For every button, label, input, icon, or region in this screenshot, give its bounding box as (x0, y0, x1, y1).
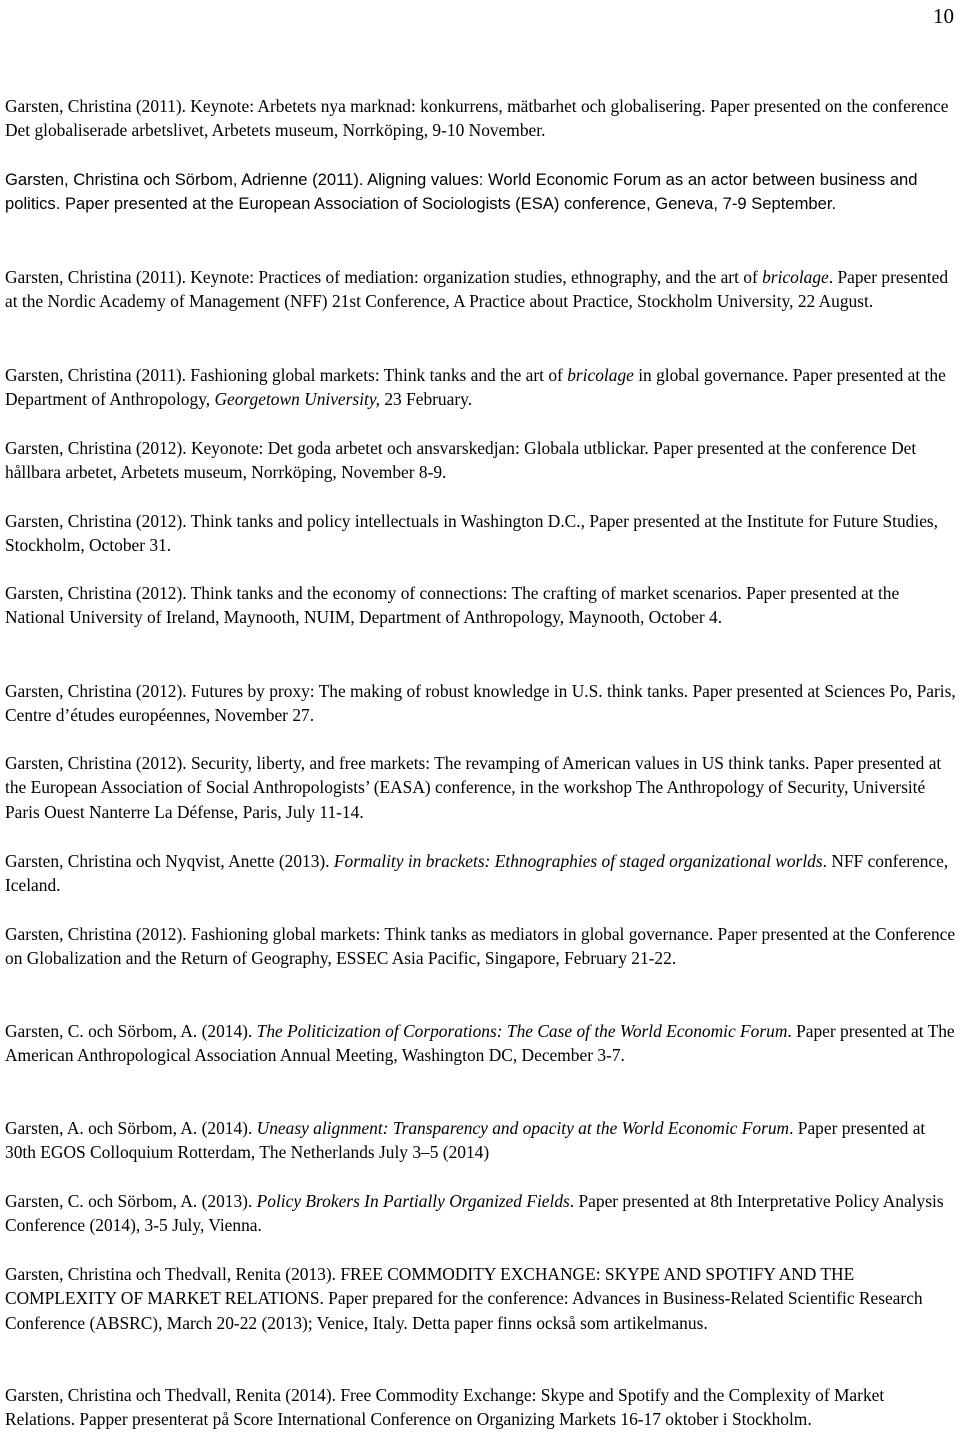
entry-italic-text: Georgetown University, (214, 389, 380, 410)
entry-italic-text: Policy Brokers In Partially Organized Fields (256, 1191, 570, 1211)
entry-text: Garsten, Christina (2012). Fashioning global markets: Think tanks as mediators in global governance. Paper presented at the Conference on Globalization and the Return of Geography, ESSEC Asia Pacific, Singapore, February 21-22. (5, 924, 956, 969)
entry-text: Garsten, A. och Sörbom, A. (2014). (5, 1118, 257, 1138)
reference-entry (5, 679, 957, 728)
entry-text: Garsten, Christina och Sörbom, Adrienne (2011). Aligning values: World Economic Forum as an actor between business and politics. Paper presented at the European Association of Sociologists (ESA) conference, Geneva, 7-9 September. (5, 170, 918, 214)
reference-entry (5, 849, 957, 898)
reference-entry (5, 94, 957, 143)
reference-entry (5, 1189, 957, 1238)
reference-entry (5, 922, 957, 971)
entry-text: Garsten, Christina (2011). Fashioning global markets: Think tanks and the art of (5, 365, 568, 385)
entry-text: Garsten, C. och Sörbom, A. (2014). (5, 1021, 257, 1041)
entry-text: Garsten, C. och Sörbom, A. (2013). (5, 1191, 257, 1211)
reference-entry (5, 1116, 957, 1165)
entry-text: Garsten, Christina (2011). Keynote: Arbetets nya marknad: konkurrens, mätbarhet och globalisering. Paper presented on the conference Det globaliserade arbetslivet, Arbetets museum, Norrköping, 9-10 November. (5, 96, 949, 141)
entry-text: Garsten, Christina (2012). Keyonote: Det goda arbetet och ansvarskedjan: Globala utblickar. Paper presented at the conference Det hållbara arbetet, Arbetets museum, Norrköping, November 8-9. (5, 438, 917, 483)
reference-entry (5, 509, 957, 558)
entry-text: . Paper presented at 30th EGOS Colloquium Rotterdam, The Netherlands July 3–5 (2014) (5, 1118, 926, 1163)
entry-text: Garsten, Christina (2011). Keynote: Practices of mediation: organization studies, ethnography, and the art of (5, 267, 763, 287)
entry-italic-text: bricolage (567, 365, 634, 385)
reference-entry (5, 363, 957, 412)
reference-entry (5, 265, 957, 314)
entry-italic-text: The Politicization of Corporations: The Case of the World Economic Forum (256, 1021, 788, 1041)
entry-text: in global governance. Paper presented at the Department of Anthropology, (5, 365, 946, 410)
entry-italic-text: Formality in brackets: Ethnographies of staged organizational worlds (333, 851, 823, 871)
entry-italic-text: Uneasy alignment: Transparency and opacity at the World Economic Forum (256, 1118, 790, 1138)
entry-italic-text: bricolage (762, 267, 829, 287)
entry-text: . Paper presented at 8th Interpretative Policy Analysis Conference (2014), 3-5 July, Vienna. (5, 1191, 944, 1236)
entry-text: . Paper presented at The American Anthropological Association Annual Meeting, Washington DC, December 3-7. (5, 1021, 955, 1066)
entry-text: 23 February. (379, 389, 473, 410)
reference-entry (5, 581, 957, 630)
entry-text: . Paper presented at the Nordic Academy of Management (NFF) 21st Conference, A Practice about Practice, Stockholm University, 22 August. (5, 267, 949, 312)
entry-text: Garsten, Christina (2012). Futures by proxy: The making of robust knowledge in U.S. think tanks. Paper presented at Sciences Po, Paris, Centre d’études européennes, November 27. (5, 681, 956, 726)
entry-text: Garsten, Christina och Nyqvist, Anette (2013). (5, 851, 334, 871)
entry-text: Garsten, Christina (2012). Security, liberty, and free markets: The revamping of American values in US think tanks. Paper presented at the European Association of Social Anthropologists’ (EASA) conference, in the workshop The Anthropology of Security, Université Paris Ouest Nanterre La Défense, Paris, July 11-14. (5, 753, 942, 822)
page-number: 10 (933, 4, 954, 28)
reference-entry (5, 168, 957, 217)
entry-text: Garsten, Christina och Thedvall, Renita (2014). Free Commodity Exchange: Skype and Spotify and the Complexity of Market Relations. Papper presenterat på Score International Conference on Organizing Markets 16-17 oktober i Stockholm. (5, 1385, 885, 1430)
reference-entry (5, 436, 957, 485)
entry-text: Garsten, Christina (2012). Think tanks and policy intellectuals in Washington D.C., Paper presented at the Institute for Future Studies, Stockholm, October 31. (5, 511, 939, 556)
reference-entry (5, 1262, 957, 1335)
entry-text: . NFF conference, Iceland. (5, 851, 949, 896)
reference-entry (5, 1383, 957, 1432)
entry-text: Garsten, Christina och Thedvall, Renita (2013). FREE COMMODITY EXCHANGE: SKYPE AND SPOTIFY AND THE COMPLEXITY OF MARKET RELATIONS. Paper prepared for the conference: Advances in Business-Related Scientific Research Conference (ABSRC), March 20-22 (2013); Venice, Italy. Detta paper finns också som artikelmanus. (5, 1264, 923, 1333)
reference-entry (5, 751, 957, 824)
reference-entry (5, 1019, 957, 1068)
entry-text: Garsten, Christina (2012). Think tanks and the economy of connections: The crafting of market scenarios. Paper presented at the National University of Ireland, Maynooth, NUIM, Department of Anthropology, Maynooth, October 4. (5, 583, 900, 628)
